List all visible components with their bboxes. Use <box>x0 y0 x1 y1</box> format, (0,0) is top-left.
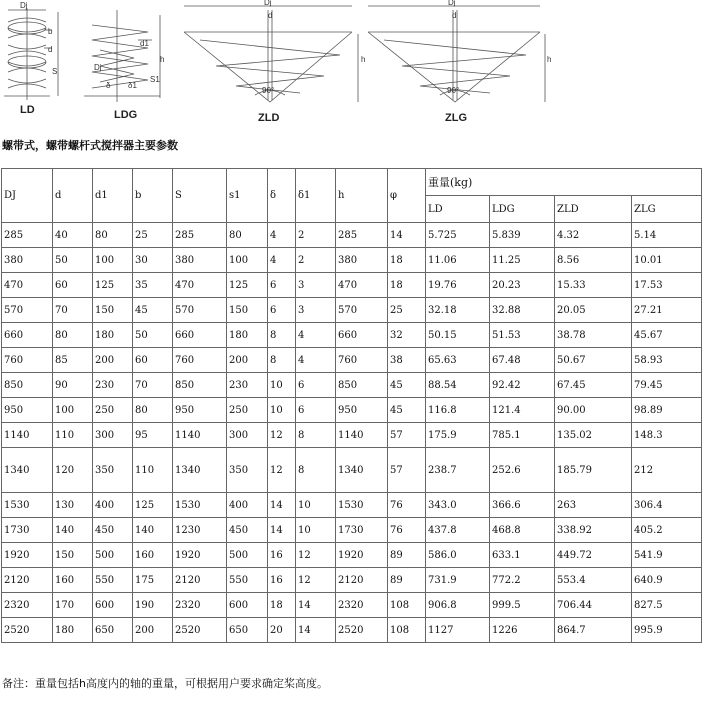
table-cell: 150 <box>93 298 133 323</box>
table-cell: 366.6 <box>490 493 555 518</box>
table-cell: 79.45 <box>632 373 702 398</box>
table-cell: 5.725 <box>426 223 490 248</box>
table-cell: 14 <box>388 223 426 248</box>
table-cell: 8 <box>268 348 296 373</box>
table-cell: 175 <box>133 568 173 593</box>
table-cell: 17.53 <box>632 273 702 298</box>
zld-d-mark: d <box>268 11 273 20</box>
table-cell: 600 <box>93 593 133 618</box>
agitator-diagrams <box>0 0 703 128</box>
table-cell: 108 <box>388 593 426 618</box>
table-cell: 1530 <box>173 493 227 518</box>
table-cell: 35 <box>133 273 173 298</box>
table-cell: 185.79 <box>555 448 632 493</box>
table-cell: 1127 <box>426 618 490 643</box>
table-row <box>2 223 702 248</box>
table-cell: 45 <box>133 298 173 323</box>
table-cell: 380 <box>173 248 227 273</box>
table-cell: 100 <box>93 248 133 273</box>
table-cell: 570 <box>336 298 388 323</box>
subheader-zld: ZLD <box>555 196 632 223</box>
table-cell: 8 <box>296 448 336 493</box>
table-cell: 110 <box>133 448 173 493</box>
table-row <box>2 323 702 348</box>
table-cell: 660 <box>173 323 227 348</box>
ld-b-mark: b <box>48 27 53 36</box>
table-cell: 4 <box>296 348 336 373</box>
table-cell: 500 <box>227 543 268 568</box>
table-cell: 450 <box>227 518 268 543</box>
table-cell: 5.14 <box>632 223 702 248</box>
table-cell: 950 <box>173 398 227 423</box>
table-cell: 380 <box>336 248 388 273</box>
table-cell: 8.56 <box>555 248 632 273</box>
header-dj: DJ <box>2 169 53 223</box>
table-cell: 380 <box>2 248 53 273</box>
table-cell: 11.06 <box>426 248 490 273</box>
table-cell: 90.00 <box>555 398 632 423</box>
zlg-h-mark: h <box>547 55 552 64</box>
table-cell: 785.1 <box>490 423 555 448</box>
table-cell: 16 <box>268 543 296 568</box>
table-cell: 541.9 <box>632 543 702 568</box>
table-cell: 12 <box>296 568 336 593</box>
table-cell: 250 <box>93 398 133 423</box>
table-cell: 14 <box>296 618 336 643</box>
table-cell: 550 <box>227 568 268 593</box>
table-cell: 1226 <box>490 618 555 643</box>
table-cell: 125 <box>133 493 173 518</box>
table-cell: 950 <box>336 398 388 423</box>
table-cell: 8 <box>268 323 296 348</box>
table-cell: 76 <box>388 518 426 543</box>
table-cell: 18 <box>388 273 426 298</box>
table-cell: 400 <box>227 493 268 518</box>
table-cell: 6 <box>296 373 336 398</box>
header-d1: d1 <box>93 169 133 223</box>
table-row <box>2 618 702 643</box>
table-cell: 1920 <box>173 543 227 568</box>
table-cell: 238.7 <box>426 448 490 493</box>
table-cell: 150 <box>227 298 268 323</box>
table-cell: 180 <box>93 323 133 348</box>
table-cell: 906.8 <box>426 593 490 618</box>
table-cell: 32 <box>388 323 426 348</box>
table-cell: 67.45 <box>555 373 632 398</box>
table-cell: 8 <box>296 423 336 448</box>
table-cell: 50.15 <box>426 323 490 348</box>
table-cell: 650 <box>93 618 133 643</box>
header-b: b <box>133 169 173 223</box>
table-cell: 190 <box>133 593 173 618</box>
zlg-d-mark: d <box>452 11 457 20</box>
table-cell: 12 <box>296 543 336 568</box>
table-cell: 1340 <box>336 448 388 493</box>
table-cell: 252.6 <box>490 448 555 493</box>
table-cell: 405.2 <box>632 518 702 543</box>
table-cell: 760 <box>2 348 53 373</box>
table-cell: 180 <box>227 323 268 348</box>
table-cell: 350 <box>93 448 133 493</box>
diagram-label-ld: LD <box>20 104 35 116</box>
table-cell: 338.92 <box>555 518 632 543</box>
header-phi: φ <box>388 169 426 223</box>
table-cell: 212 <box>632 448 702 493</box>
table-cell: 121.4 <box>490 398 555 423</box>
table-cell: 32.88 <box>490 298 555 323</box>
table-cell: 306.4 <box>632 493 702 518</box>
table-cell: 89 <box>388 543 426 568</box>
ldg-s1-mark: S1 <box>150 75 160 84</box>
table-cell: 1140 <box>2 423 53 448</box>
table-cell: 70 <box>53 298 93 323</box>
table-cell: 92.42 <box>490 373 555 398</box>
subheader-ldg: LDG <box>490 196 555 223</box>
zld-dj-mark: Dj <box>264 0 272 7</box>
table-cell: 285 <box>336 223 388 248</box>
table-cell: 263 <box>555 493 632 518</box>
table-cell: 16 <box>268 568 296 593</box>
table-cell: 85 <box>53 348 93 373</box>
table-cell: 88.54 <box>426 373 490 398</box>
table-cell: 285 <box>173 223 227 248</box>
table-row <box>2 593 702 618</box>
table-row <box>2 348 702 373</box>
table-cell: 38 <box>388 348 426 373</box>
zlg-dj-mark: Dj <box>448 0 456 7</box>
table-cell: 160 <box>133 543 173 568</box>
table-cell: 6 <box>268 273 296 298</box>
table-cell: 90 <box>53 373 93 398</box>
table-cell: 10 <box>296 518 336 543</box>
ldg-dj-mark: Dj <box>94 63 102 72</box>
table-cell: 2120 <box>173 568 227 593</box>
table-cell: 1920 <box>336 543 388 568</box>
header-delta1: δ1 <box>296 169 336 223</box>
table-cell: 12 <box>268 448 296 493</box>
table-cell: 5.839 <box>490 223 555 248</box>
table-cell: 6 <box>268 298 296 323</box>
table-cell: 4 <box>268 223 296 248</box>
table-row <box>2 398 702 423</box>
spec-table <box>1 168 702 643</box>
table-cell: 470 <box>173 273 227 298</box>
table-cell: 125 <box>93 273 133 298</box>
table-cell: 95 <box>133 423 173 448</box>
table-cell: 30 <box>133 248 173 273</box>
table-cell: 600 <box>227 593 268 618</box>
table-cell: 25 <box>388 298 426 323</box>
table-cell: 20.05 <box>555 298 632 323</box>
table-cell: 57 <box>388 423 426 448</box>
table-row <box>2 273 702 298</box>
table-cell: 20.23 <box>490 273 555 298</box>
table-cell: 850 <box>336 373 388 398</box>
table-cell: 76 <box>388 493 426 518</box>
table-cell: 1230 <box>173 518 227 543</box>
table-row <box>2 248 702 273</box>
table-cell: 67.48 <box>490 348 555 373</box>
table-cell: 18 <box>388 248 426 273</box>
table-cell: 300 <box>93 423 133 448</box>
table-cell: 285 <box>2 223 53 248</box>
table-cell: 2320 <box>336 593 388 618</box>
table-cell: 125 <box>227 273 268 298</box>
table-cell: 10 <box>268 373 296 398</box>
table-cell: 2 <box>296 223 336 248</box>
zlg-angle-mark: 90° <box>447 86 460 95</box>
table-cell: 760 <box>173 348 227 373</box>
table-cell: 1340 <box>2 448 53 493</box>
table-cell: 60 <box>53 273 93 298</box>
table-cell: 170 <box>53 593 93 618</box>
table-cell: 2 <box>296 248 336 273</box>
table-cell: 45.67 <box>632 323 702 348</box>
table-cell: 140 <box>133 518 173 543</box>
table-cell: 706.44 <box>555 593 632 618</box>
zld-angle-mark: 90° <box>262 86 275 95</box>
table-cell: 772.2 <box>490 568 555 593</box>
table-cell: 45 <box>388 373 426 398</box>
table-cell: 100 <box>227 248 268 273</box>
table-row <box>2 298 702 323</box>
table-cell: 108 <box>388 618 426 643</box>
table-cell: 500 <box>93 543 133 568</box>
table-cell: 18 <box>268 593 296 618</box>
header-delta: δ <box>268 169 296 223</box>
header-h: h <box>336 169 388 223</box>
table-cell: 553.4 <box>555 568 632 593</box>
table-cell: 65.63 <box>426 348 490 373</box>
table-cell: 175.9 <box>426 423 490 448</box>
subheader-zlg: ZLG <box>632 196 702 223</box>
table-cell: 3 <box>296 298 336 323</box>
table-cell: 200 <box>133 618 173 643</box>
table-cell: 80 <box>227 223 268 248</box>
table-cell: 180 <box>53 618 93 643</box>
table-cell: 950 <box>2 398 53 423</box>
table-cell: 25 <box>133 223 173 248</box>
ldg-h-mark: h <box>160 55 165 64</box>
table-row <box>2 568 702 593</box>
table-row <box>2 423 702 448</box>
table-cell: 20 <box>268 618 296 643</box>
table-row <box>2 448 702 493</box>
table-cell: 10 <box>268 398 296 423</box>
table-cell: 468.8 <box>490 518 555 543</box>
header-weight: 重量(kg) <box>426 169 702 196</box>
ld-s-mark: S <box>52 67 58 76</box>
table-cell: 10.01 <box>632 248 702 273</box>
table-cell: 2520 <box>2 618 53 643</box>
table-cell: 80 <box>133 398 173 423</box>
table-cell: 449.72 <box>555 543 632 568</box>
table-cell: 4 <box>296 323 336 348</box>
table-cell: 32.18 <box>426 298 490 323</box>
page-title: 螺带式，螺带螺杆式搅拌器主要参数 <box>2 139 178 152</box>
table-cell: 160 <box>53 568 93 593</box>
table-cell: 827.5 <box>632 593 702 618</box>
table-cell: 40 <box>53 223 93 248</box>
diagram-ld <box>4 8 58 100</box>
table-cell: 50 <box>53 248 93 273</box>
table-cell: 850 <box>173 373 227 398</box>
table-cell: 1530 <box>2 493 53 518</box>
diagram-drawings <box>0 0 703 128</box>
table-cell: 2320 <box>2 593 53 618</box>
table-row <box>2 373 702 398</box>
table-cell: 633.1 <box>490 543 555 568</box>
table-cell: 350 <box>227 448 268 493</box>
table-cell: 60 <box>133 348 173 373</box>
table-cell: 10 <box>296 493 336 518</box>
table-cell: 586.0 <box>426 543 490 568</box>
table-header-row <box>2 169 702 196</box>
table-cell: 1920 <box>2 543 53 568</box>
table-cell: 200 <box>93 348 133 373</box>
table-cell: 2120 <box>336 568 388 593</box>
table-cell: 437.8 <box>426 518 490 543</box>
table-cell: 470 <box>336 273 388 298</box>
table-cell: 300 <box>227 423 268 448</box>
subheader-ld: LD <box>426 196 490 223</box>
table-cell: 45 <box>388 398 426 423</box>
table-row <box>2 543 702 568</box>
table-cell: 51.53 <box>490 323 555 348</box>
ld-dj-mark: Dj <box>20 1 28 10</box>
table-cell: 470 <box>2 273 53 298</box>
table-cell: 230 <box>227 373 268 398</box>
table-cell: 999.5 <box>490 593 555 618</box>
table-cell: 70 <box>133 373 173 398</box>
table-cell: 1730 <box>2 518 53 543</box>
table-cell: 1730 <box>336 518 388 543</box>
table-cell: 660 <box>2 323 53 348</box>
table-cell: 14 <box>268 493 296 518</box>
table-cell: 38.78 <box>555 323 632 348</box>
table-cell: 1530 <box>336 493 388 518</box>
table-cell: 148.3 <box>632 423 702 448</box>
table-cell: 1340 <box>173 448 227 493</box>
table-cell: 731.9 <box>426 568 490 593</box>
table-cell: 50 <box>133 323 173 348</box>
table-cell: 650 <box>227 618 268 643</box>
ld-d-mark: d <box>48 45 53 54</box>
ldg-d-mark: d1 <box>140 39 149 48</box>
table-cell: 12 <box>268 423 296 448</box>
table-cell: 570 <box>173 298 227 323</box>
table-cell: 550 <box>93 568 133 593</box>
diagram-ldg <box>84 10 160 102</box>
table-cell: 3 <box>296 273 336 298</box>
table-cell: 14 <box>296 593 336 618</box>
table-cell: 6 <box>296 398 336 423</box>
table-cell: 11.25 <box>490 248 555 273</box>
table-cell: 570 <box>2 298 53 323</box>
table-cell: 250 <box>227 398 268 423</box>
header-s1: s1 <box>227 169 268 223</box>
table-cell: 27.21 <box>632 298 702 323</box>
table-cell: 140 <box>53 518 93 543</box>
table-cell: 400 <box>93 493 133 518</box>
diagram-label-zld: ZLD <box>258 112 280 124</box>
table-cell: 89 <box>388 568 426 593</box>
zld-h-mark: h <box>361 55 366 64</box>
ldg-delta1-mark: δ1 <box>128 81 137 90</box>
table-cell: 995.9 <box>632 618 702 643</box>
table-cell: 4.32 <box>555 223 632 248</box>
footnote: 备注：重量包括h高度内的轴的重量，可根据用户要求确定桨高度。 <box>2 677 328 690</box>
table-row <box>2 493 702 518</box>
table-cell: 4 <box>268 248 296 273</box>
table-cell: 14 <box>268 518 296 543</box>
table-cell: 200 <box>227 348 268 373</box>
table-cell: 57 <box>388 448 426 493</box>
table-cell: 80 <box>93 223 133 248</box>
table-cell: 343.0 <box>426 493 490 518</box>
table-cell: 58.93 <box>632 348 702 373</box>
table-cell: 450 <box>93 518 133 543</box>
table-cell: 110 <box>53 423 93 448</box>
table-cell: 150 <box>53 543 93 568</box>
table-cell: 19.76 <box>426 273 490 298</box>
header-s: S <box>173 169 227 223</box>
table-cell: 864.7 <box>555 618 632 643</box>
table-cell: 135.02 <box>555 423 632 448</box>
header-d: d <box>53 169 93 223</box>
table-cell: 1140 <box>336 423 388 448</box>
table-cell: 120 <box>53 448 93 493</box>
diagram-label-ldg: LDG <box>114 109 138 121</box>
table-cell: 2520 <box>336 618 388 643</box>
table-cell: 760 <box>336 348 388 373</box>
table-cell: 2320 <box>173 593 227 618</box>
table-cell: 15.33 <box>555 273 632 298</box>
ldg-delta-mark: δ <box>106 81 111 90</box>
table-cell: 2120 <box>2 568 53 593</box>
table-cell: 130 <box>53 493 93 518</box>
table-cell: 98.89 <box>632 398 702 423</box>
table-cell: 640.9 <box>632 568 702 593</box>
diagram-label-zlg: ZLG <box>445 112 467 124</box>
table-cell: 116.8 <box>426 398 490 423</box>
table-cell: 100 <box>53 398 93 423</box>
table-cell: 1140 <box>173 423 227 448</box>
table-cell: 2520 <box>173 618 227 643</box>
table-cell: 660 <box>336 323 388 348</box>
table-cell: 80 <box>53 323 93 348</box>
table-cell: 850 <box>2 373 53 398</box>
table-cell: 230 <box>93 373 133 398</box>
table-row <box>2 518 702 543</box>
table-cell: 50.67 <box>555 348 632 373</box>
